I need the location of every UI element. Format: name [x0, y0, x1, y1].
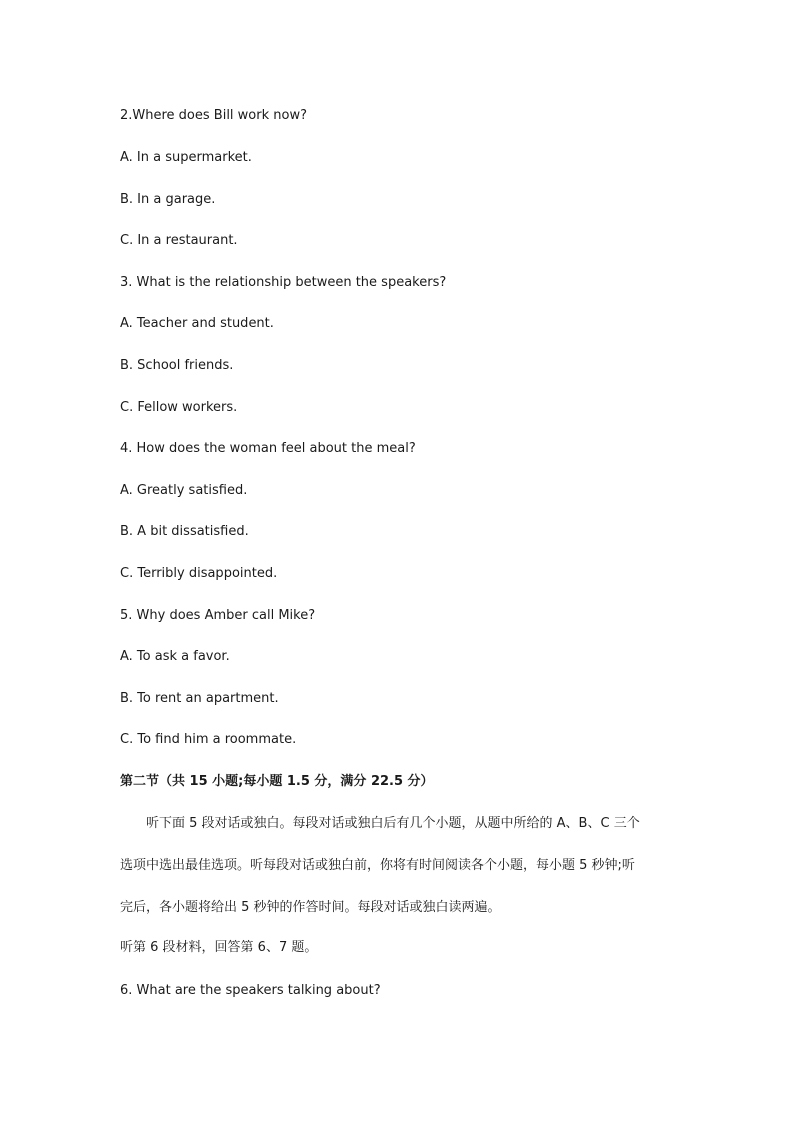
- question-3-option-a: A. Teacher and student.: [120, 316, 274, 331]
- question-5-option-c: C. To find him a roommate.: [120, 732, 297, 747]
- question-3-option-b: B. School friends.: [120, 358, 234, 373]
- instructions-line-2: 选项中选出最佳选项。听每段对话或独白前，你将有时间阅读各个小题，每小题 5 秒钟;听: [120, 858, 635, 873]
- instructions-line-3: 完后，各小题将给出 5 秒钟的作答时间。每段对话或独白读两遍。: [120, 900, 501, 915]
- question-6-stem: 6. What are the speakers talking about?: [120, 983, 381, 998]
- question-4-stem: 4. How does the woman feel about the meal?: [120, 441, 416, 456]
- question-5-stem: 5. Why does Amber call Mike?: [120, 608, 316, 623]
- question-2-option-c: C. In a restaurant.: [120, 233, 238, 248]
- question-2-option-a: A. In a supermarket.: [120, 150, 252, 165]
- instructions-line-1: 听下面 5 段对话或独白。每段对话或独白后有几个小题，从题中所给的 A、B、C 三个: [120, 816, 640, 831]
- section-heading: 第二节（共 15 小题;每小题 1.5 分，满分 22.5 分）: [120, 774, 434, 789]
- material-note: 听第 6 段材料，回答第 6、7 题。: [120, 940, 318, 955]
- question-5-option-b: B. To rent an apartment.: [120, 691, 279, 706]
- question-3-option-c: C. Fellow workers.: [120, 400, 238, 415]
- question-4-option-a: A. Greatly satisfied.: [120, 483, 248, 498]
- question-3-stem: 3. What is the relationship between the speakers?: [120, 275, 447, 290]
- question-4-option-b: B. A bit dissatisfied.: [120, 524, 249, 539]
- question-5-option-a: A. To ask a favor.: [120, 649, 230, 664]
- question-2-stem: 2.Where does Bill work now?: [120, 108, 307, 123]
- question-2-option-b: B. In a garage.: [120, 192, 216, 207]
- question-4-option-c: C. Terribly disappointed.: [120, 566, 278, 581]
